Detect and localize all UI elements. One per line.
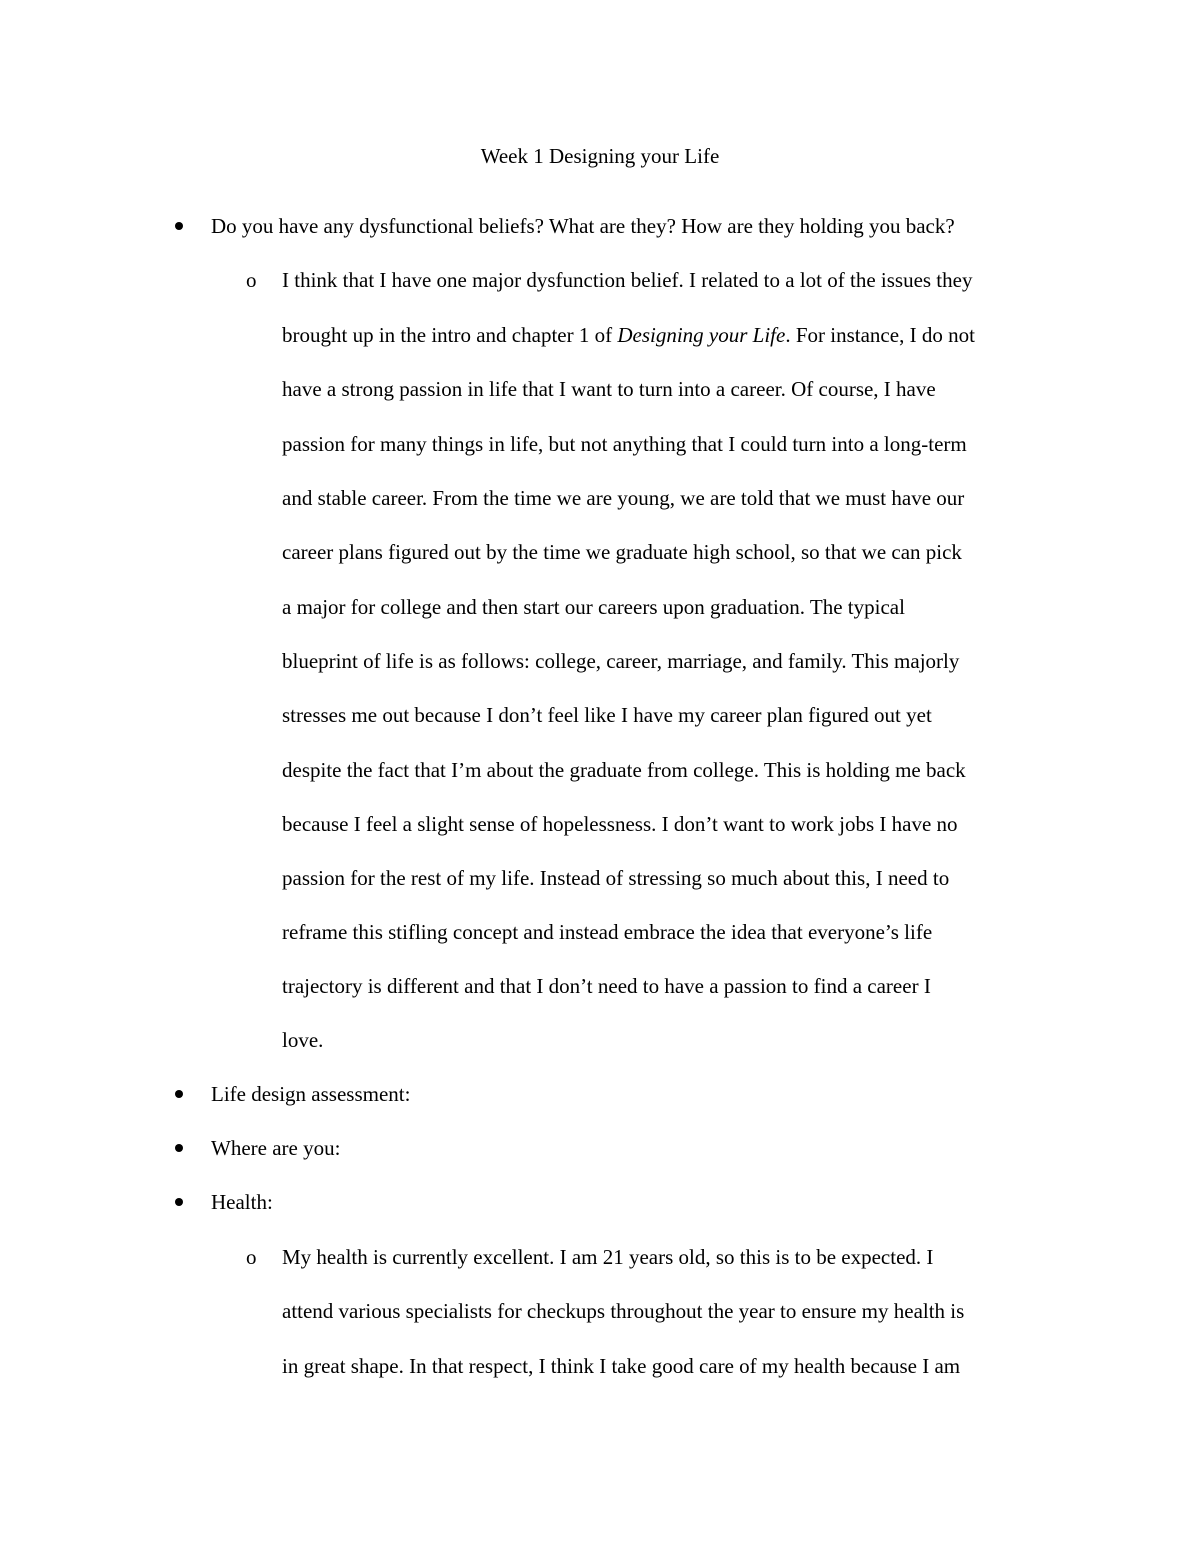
answer-text: brought up in the intro and chapter 1 of (282, 323, 618, 347)
question-dysfunctional-beliefs: Do you have any dysfunctional beliefs? What are they? How are they holding you back? (211, 214, 955, 238)
answer-line: blueprint of life is as follows: college, career, marriage, and family. This majorly (282, 649, 960, 673)
page-title: Week 1 Designing your Life (480, 144, 720, 168)
answer-line (282, 321, 975, 349)
bullet-circle-icon: o (246, 1245, 257, 1269)
answer-line: passion for many things in life, but not anything that I could turn into a long-term (282, 432, 967, 456)
answer-line: career plans figured out by the time we graduate high school, so that we can pick (282, 540, 962, 564)
bullet-dot-icon (174, 1197, 185, 1208)
list-item-health: Health: (211, 1190, 273, 1214)
answer-line: despite the fact that I’m about the graduate from college. This is holding me back (282, 758, 966, 782)
answer-text: . For instance, I do not (785, 323, 975, 347)
bullet-dot-icon (174, 221, 185, 232)
answer-line: have a strong passion in life that I want to turn into a career. Of course, I have (282, 377, 936, 401)
list-item-life-design-assessment: Life design assessment: (211, 1082, 411, 1106)
answer-line: trajectory is different and that I don’t need to have a passion to find a career I (282, 974, 931, 998)
answer-line: a major for college and then start our careers upon graduation. The typical (282, 595, 905, 619)
answer-line: stresses me out because I don’t feel like I have my career plan figured out yet (282, 703, 932, 727)
list-item-where-are-you: Where are you: (211, 1136, 341, 1160)
answer-line: I think that I have one major dysfunction belief. I related to a lot of the issues they (282, 268, 973, 292)
answer-line: because I feel a slight sense of hopelessness. I don’t want to work jobs I have no (282, 812, 958, 836)
answer-line: My health is currently excellent. I am 21 years old, so this is to be expected. I (282, 1245, 934, 1269)
bullet-dot-icon (174, 1089, 185, 1100)
book-title: Designing your Life (617, 323, 786, 347)
bullet-circle-icon: o (246, 268, 257, 292)
answer-line: and stable career. From the time we are young, we are told that we must have our (282, 486, 965, 510)
answer-line: passion for the rest of my life. Instead of stressing so much about this, I need to (282, 866, 950, 890)
answer-line: love. (282, 1028, 324, 1052)
answer-line: in great shape. In that respect, I think I take good care of my health because I am (282, 1354, 961, 1378)
bullet-dot-icon (174, 1143, 185, 1154)
answer-line: reframe this stifling concept and instead embrace the idea that everyone’s life (282, 920, 933, 944)
answer-line: attend various specialists for checkups throughout the year to ensure my health is (282, 1299, 965, 1323)
